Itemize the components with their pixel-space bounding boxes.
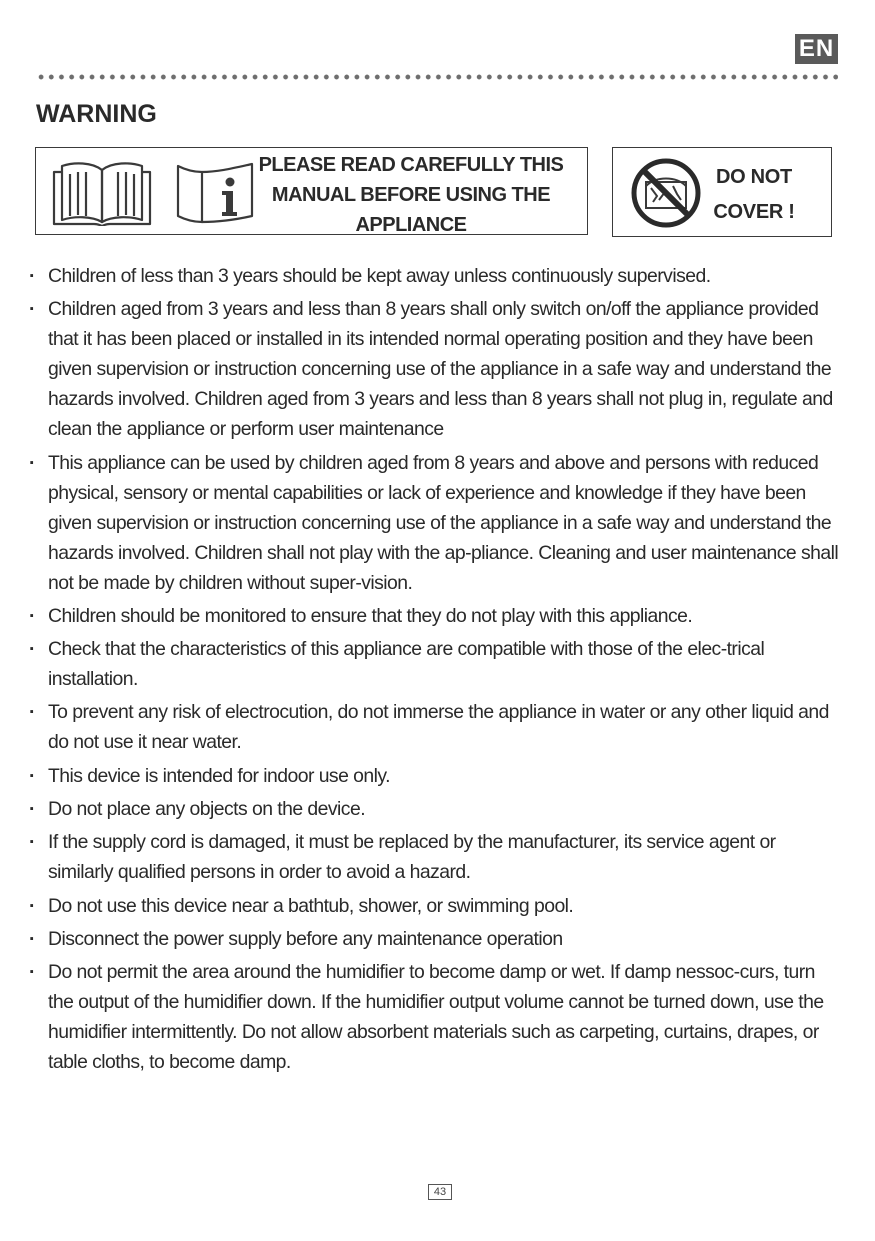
read-manual-text: PLEASE READ CAREFULLY THIS MANUAL BEFORE USING THE APPLIANCE [258, 154, 564, 236]
list-item: · Check that the characteristics of this appliance are compatible with those of the elec-trical installation. [28, 634, 843, 694]
info-manual-icon [172, 160, 258, 226]
list-item: · Do not permit the area around the humidifier to become damp or wet. If damp nessoc-curs, turn the output of the humidifier down. If the humidifier output volume cannot be turned down, use the humidifier intermittently. Do not allow absorbent materials such as carpeting, curtains, drapes, or table cloths, to become damp. [28, 957, 843, 1077]
do-not-cover-notice [612, 147, 832, 237]
list-item: · This appliance can be used by children aged from 8 years and above and persons with reduced physical, sensory or mental capabilities or lack of experience and knowledge if they have been given supervision or instruction concerning use of the appliance in a safe way and understand the hazards involved. Children shall not play with the ap-pliance. Cleaning and user maintenance shall not be made by children without super-vision. [28, 448, 843, 598]
list-item: · This device is intended for indoor use only. [28, 761, 843, 791]
info-dot [226, 178, 235, 187]
do-not-cover-icon [629, 156, 703, 230]
list-item: · Disconnect the power supply before any maintenance operation [28, 924, 843, 954]
list-item: · Do not place any objects on the device. [28, 794, 843, 824]
open-book-icon [46, 160, 158, 226]
list-item: · Children aged from 3 years and less than 8 years shall only switch on/off the appliance provided that it has been placed or installed in its intended normal operating position and they have been given supervision or instruction concerning use of the appliance in a safe way and understand the hazards involved. Children aged from 3 years and less than 8 years shall not plug in, regulate and clean the appliance or perform user maintenance [28, 294, 843, 444]
do-not-cover-text: DO NOT COVER ! [713, 166, 795, 223]
list-item: · To prevent any risk of electrocution, do not immerse the appliance in water or any other liquid and do not use it near water. [28, 697, 843, 757]
read-manual-notice [35, 147, 588, 235]
warning-list [28, 261, 843, 1081]
list-item: · Do not use this device near a bathtub, shower, or swimming pool. [28, 891, 843, 921]
language-badge: EN [795, 34, 838, 64]
page-number: 43 [428, 1184, 452, 1200]
list-item: · Children should be monitored to ensure that they do not play with this appliance. [28, 601, 843, 631]
list-item: · Children of less than 3 years should be kept away unless continuously supervised. [28, 261, 843, 291]
list-item: · If the supply cord is damaged, it must be replaced by the manufacturer, its service agent or similarly qualified persons in order to avoid a hazard. [28, 827, 843, 887]
page-title: WARNING [36, 100, 157, 128]
dotted-divider [36, 74, 838, 80]
